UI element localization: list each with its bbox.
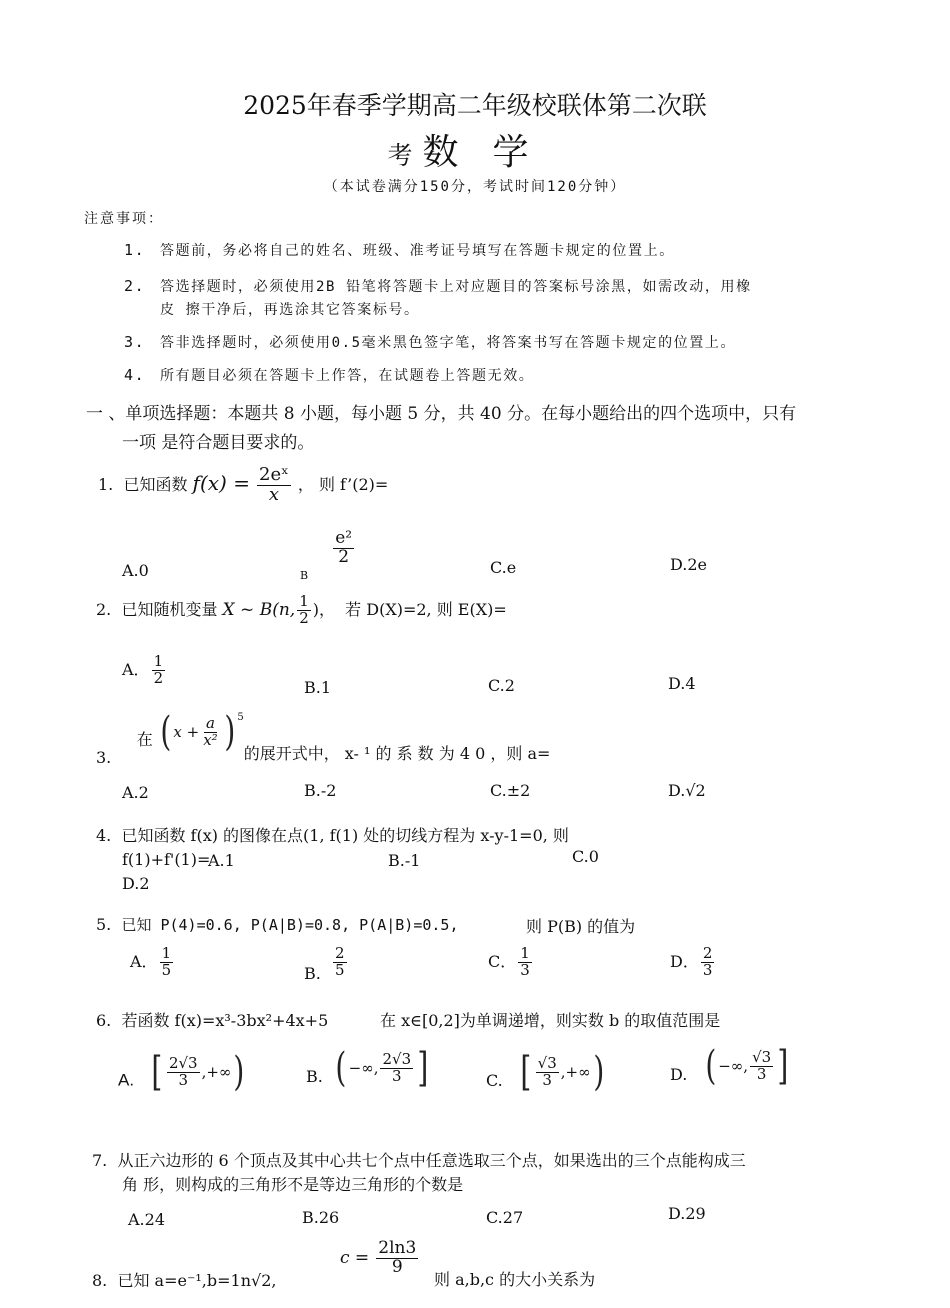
exam-title-line1: 2025年春季学期高二年级校联体第二次联 [243,91,707,120]
fraction: $\frac{2}{5}$ [335,944,345,979]
notice-item-3 [124,332,736,352]
notice-item-2 [124,276,752,296]
q3-option-d: D.√2 [668,781,706,800]
fraction: $\frac{√3}{3}$ [537,1053,557,1089]
fraction: $\frac{2}{3}$ [702,944,713,979]
exam-title-small: 考 [387,141,413,170]
fraction: $\frac{\text{2eˣ}}{x}$ [259,464,289,505]
notice-text: 答非选择题时，必须使用0.5毫米黑色签字笔，将答案书写在答题卡规定的位置上。 [160,335,737,351]
question-8 [92,1268,276,1291]
fraction: $\frac{1}{3}$ [520,944,530,979]
section1-instruction-cont: 一项 是符合题目要求的。 [122,433,315,453]
q5-option-a: A． $\frac{1}{5}$ [130,944,172,979]
question-number: 3. [96,748,112,767]
exam-title-line2 [0,124,950,175]
q2-option-d: D.4 [668,674,696,693]
q2-option-b: B.1 [304,678,332,697]
fraction: $\frac{√3}{3}$ [752,1047,772,1083]
q3-option-b: B.-2 [304,781,337,800]
exam-subtitle: （本试卷满分150分，考试时间120分钟） [323,179,627,195]
question-7-cont: 角 形，则构成的三角形不是等边三角形的个数是 [122,1175,464,1194]
question-number: 1. [98,474,114,494]
question-number: 6. [96,1011,112,1030]
question-4 [96,823,569,846]
fraction: $\frac{\text{e²}}{2}$ [335,528,353,567]
question-number: 5. [96,915,112,934]
q1-option-b: $_B$ $\frac{\text{e²}}{2}$ [300,528,353,582]
question-8-suffix: 则 a,b,c 的大小关系为 [434,1270,596,1289]
binomial-expression: ( x + $\frac{a}{\text{x²}}$ ) $^5$ [160,709,244,755]
fraction: $\frac{1}{2}$ [153,652,164,687]
exam-subject: 数学 [422,132,563,173]
fraction: $\frac{1}{2}$ [299,592,309,627]
q5-option-c: C． $\frac{1}{3}$ [488,944,530,979]
fraction: $\frac{2√3}{3}$ [382,1049,412,1085]
question-number: 7. [92,1151,108,1170]
q6-option-d: D. ( −∞, $\frac{√3}{3}$ ] [670,1043,789,1089]
question-text: 若 D(X)=2, 则 E(X)= [345,599,507,619]
question-2: 2. 已知随机变量 X ~ B(n, $\frac{1}{2}$ )， 若 D(X)=2, 则 E(X)= [96,592,507,627]
distribution: X ~ B(n, [222,599,296,620]
fraction: $\frac{2\ln 3}{9}$ [378,1238,417,1277]
question-text: 若函数 f(x)=x³-3bx²+4x+5 [121,1011,329,1030]
q4-line2: f(1)+f'(1)= [122,850,211,869]
question-number: 2. [96,599,112,619]
question-text: 已知函数 f(x) 的图像在点(1, f(1) 处的切线方程为 x-y-1=0, 则 [121,826,569,845]
q6-option-b: B. ( −∞, $\frac{2√3}{3}$ ] [306,1045,429,1091]
notice-number: 4. [124,366,146,384]
q7-option-a: A.24 [128,1210,165,1229]
question-5 [96,914,458,935]
q7-option-c: C.27 [486,1208,524,1227]
q7-option-b: B.26 [302,1208,340,1227]
question-number: 8. [92,1271,108,1290]
fraction: $\frac{a}{\text{x²}}$ [203,713,218,749]
question-6-suffix: 在 x∈[0,2]为单调递增，则实数 b 的取值范围是 [380,1011,721,1030]
question-text: 已知 P(4)=0.6, P(A|B)=0.8, P(A|B)=0.5, [121,916,459,934]
notice-item-1 [124,240,675,260]
question-number: 4. [96,826,112,845]
notice-text: 所有题目必须在答题卡上作答，在试题卷上答题无效。 [160,368,535,384]
q3-option-c: C.±2 [490,781,531,800]
q4-option-c: C.0 [572,847,599,866]
q1-option-a: A.0 [122,561,149,580]
question-7 [92,1148,746,1171]
question-text: 的展开式中， x- ¹ 的 系 数 为 4 0 ，则 a= [243,744,551,763]
question-text: 已知 a=e⁻¹,b=1n√2, [117,1271,277,1290]
notice-text: 答选择题时，必须使用2B 铅笔将答题卡上对应题目的答案标号涂黑，如需改动，用橡 [160,279,752,295]
q5-option-d: D． $\frac{2}{3}$ [670,944,713,979]
q4-option-a: A.1 [208,851,235,870]
q1-option-d: D.2e [670,555,707,574]
notice-text: 答题前，务必将自己的姓名、班级、准考证号填写在答题卡规定的位置上。 [160,243,675,259]
notice-number: 3. [124,333,146,351]
q4-option-d: D.2 [122,874,150,893]
notice-number: 2. [124,277,146,295]
q2-option-a: A． $\frac{1}{2}$ [122,652,164,687]
q6-option-a: A. [ $\frac{2√3}{3}$ ,+∞ ) [118,1049,245,1095]
q8-c-expression: c = $\frac{2\ln 3}{9}$ [340,1238,417,1277]
notice-item-4 [124,365,534,385]
question-3: 3. 在 ( x + $\frac{a}{\text{x²}}$ ) $^5$ 的展开式中， x- ¹ 的 系 数 为 4 0 ，则 a= [96,709,551,767]
notice-heading: 注意事项： [84,211,164,227]
question-1 [98,466,388,505]
q7-option-d: D.29 [668,1204,706,1223]
question-6 [96,1008,328,1031]
q5-option-b: B. $\frac{2}{5}$ [304,944,345,983]
fraction: $\frac{1}{5}$ [161,944,172,979]
question-text: 已知函数 [123,474,188,494]
q2-option-c: C.2 [488,676,515,695]
q1-option-c: C.e [490,558,517,577]
q6-option-c: C. [ $\frac{√3}{3}$ ,+∞ ) [486,1049,604,1095]
question-5-suffix: 则 P(B) 的值为 [526,917,636,936]
notice-number: 1. [124,241,146,259]
question-text: 已知随机变量 [121,599,218,619]
q3-option-a: A.2 [122,783,149,802]
notice-item-2-cont: 皮 擦干净后，再选涂其它答案标号。 [160,302,420,318]
fraction: $\frac{2√3}{3}$ [168,1053,198,1089]
q4-option-b: B.-1 [388,851,421,870]
function-label: f(x) = [192,470,250,495]
question-text: 从正六边形的 6 个顶点及其中心共七个点中任意选取三个点，如果选出的三个点能构成三 [117,1151,746,1170]
section1-instruction: 一 、单项选择题：本题共 8 小题，每小题 5 分，共 40 分。在每小题给出的四个选项中，只有 [86,404,797,424]
question-text: ， 则 f’(2)= [297,474,389,494]
